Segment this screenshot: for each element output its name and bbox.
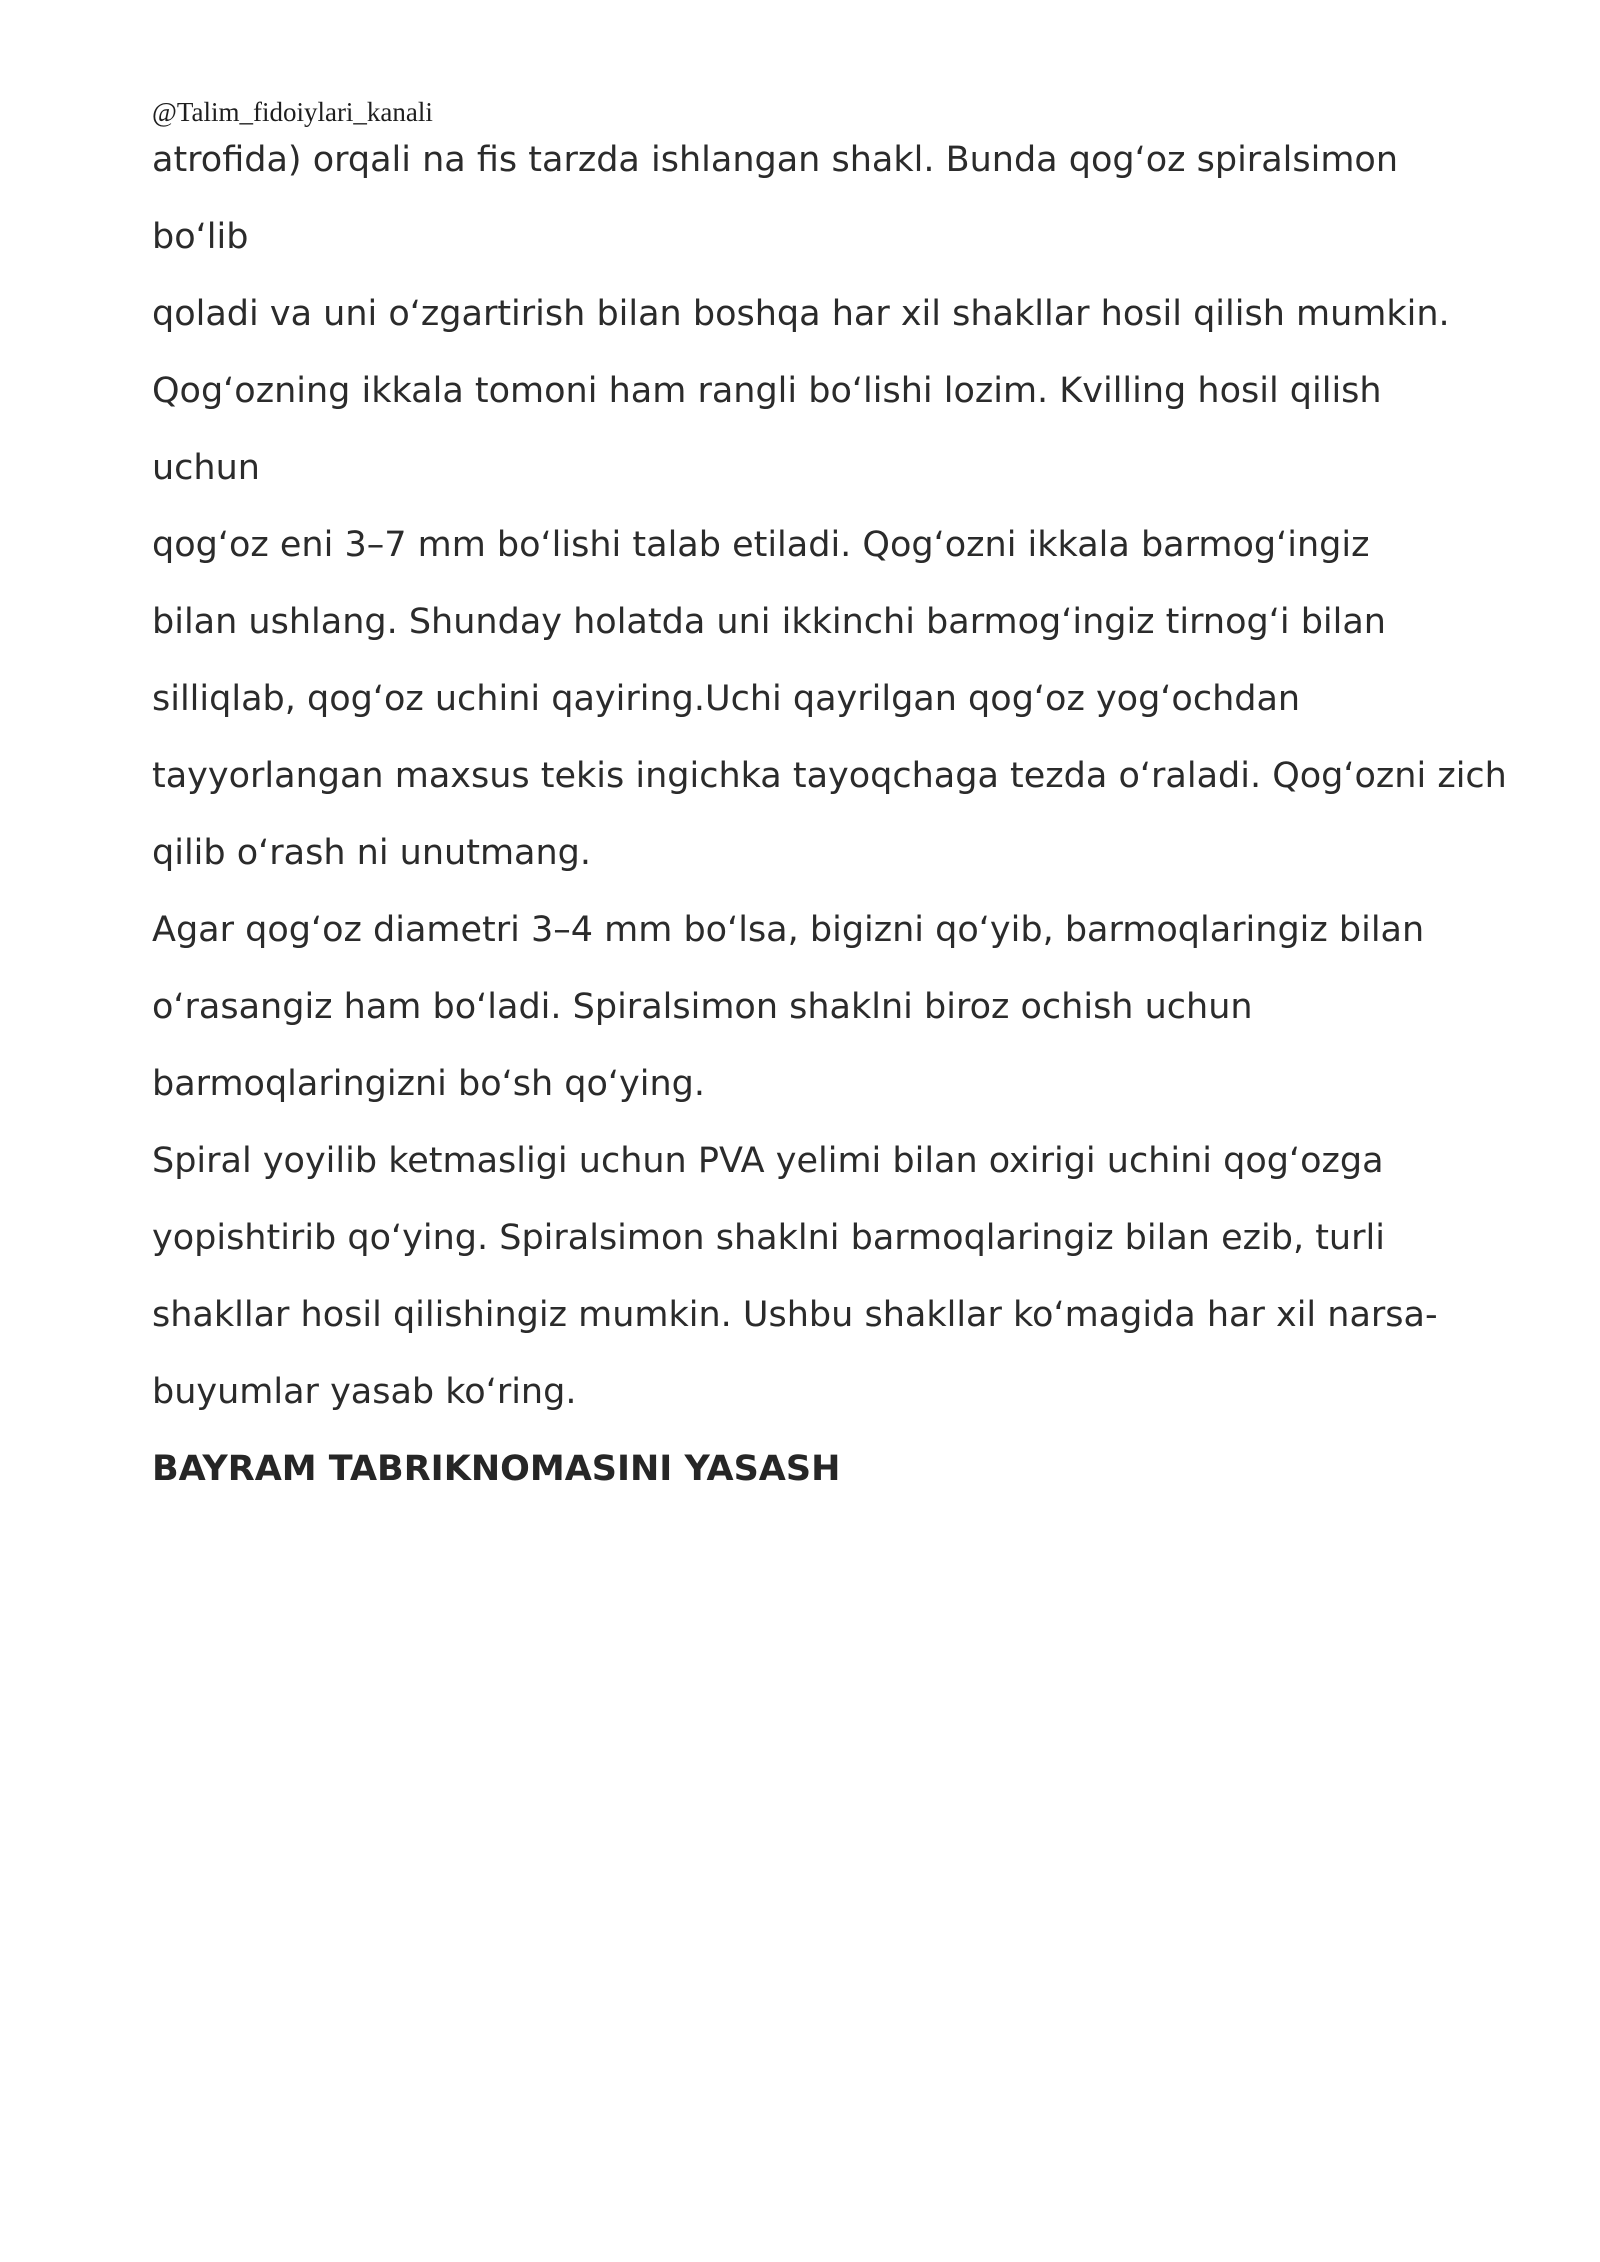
text-line: qog‘oz eni 3–7 mm bo‘lishi talab etiladi. Qog‘ozni ikkala barmog‘ingiz bbox=[152, 525, 1370, 565]
text-line: shakllar hosil qilishingiz mumkin. Ushbu shakllar ko‘magida har xil narsa- bbox=[152, 1295, 1438, 1335]
text-line: bilan ushlang. Shunday holatda uni ikkinchi barmog‘ingiz tirnog‘i bilan bbox=[152, 602, 1386, 642]
text-line: Spiral yoyilib ketmasligi uchun PVA yelimi bilan oxirigi uchini qog‘ozga bbox=[152, 1141, 1384, 1181]
text-line: tayyorlangan maxsus tekis ingichka tayoqchaga tezda o‘raladi. Qog‘ozni zich bbox=[152, 756, 1507, 796]
text-line: yopishtirib qo‘ying. Spiralsimon shaklni barmoqlaringiz bilan ezib, turli bbox=[152, 1218, 1385, 1258]
section-heading: BAYRAM TABRIKNOMASINI YASASH bbox=[152, 1449, 841, 1489]
text-line: barmoqlaringizni bo‘sh qo‘ying. bbox=[152, 1064, 705, 1104]
text-line: o‘rasangiz ham bo‘ladi. Spiralsimon shaklni biroz ochish uchun bbox=[152, 987, 1253, 1027]
body-text bbox=[152, 134, 1552, 1503]
channel-handle: @Talim_fidoiylari_kanali bbox=[152, 97, 433, 127]
text-line: qoladi va uni o‘zgartirish bilan boshqa har xil shakllar hosil qilish mumkin. bbox=[152, 294, 1450, 334]
text-line: Agar qog‘oz diametri 3–4 mm bo‘lsa, bigizni qo‘yib, barmoqlaringiz bilan bbox=[152, 910, 1425, 950]
text-line: Qog‘ozning ikkala tomoni ham rangli bo‘lishi lozim. Kvilling hosil qilish bbox=[152, 371, 1382, 411]
text-line: buyumlar yasab ko‘ring. bbox=[152, 1372, 577, 1412]
text-line: uchun bbox=[152, 448, 260, 488]
text-line: silliqlab, qog‘oz uchini qayiring.Uchi qayrilgan qog‘oz yog‘ochdan bbox=[152, 679, 1301, 719]
text-line: atrofida) orqali na fis tarzda ishlangan shakl. Bunda qog‘oz spiralsimon bbox=[152, 140, 1399, 180]
text-line: bo‘lib bbox=[152, 217, 249, 257]
text-line: qilib o‘rash ni unutmang. bbox=[152, 833, 592, 873]
